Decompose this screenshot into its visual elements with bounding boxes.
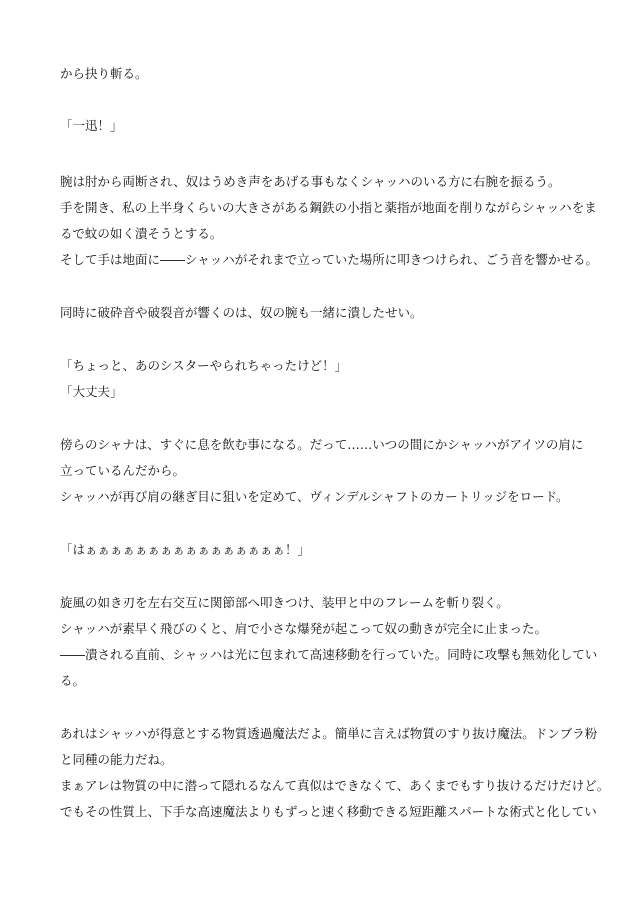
text-line: 腕は肘から両断され、奴はうめき声をあげる事もなくシャッハのいる方に右腕を振るう。	[60, 174, 561, 189]
text-line: まぁアレは物質の中に潜って隠れるなんて真似はできなくて、あくまでもすり抜けるだけだけど。	[60, 778, 610, 793]
text-line: と同種の能力だね。	[60, 752, 173, 767]
text-line: 手を開き、私の上半身くらいの大きさがある鋼鉄の小指と薬指が地面を削りながらシャッハをま	[60, 200, 597, 215]
text-line: 傍らのシャナは、すぐに息を飲む事になる。だって……いつの間にかシャッハがアイツの肩に	[60, 437, 584, 452]
text-line: るで蚊の如く潰そうとする。	[60, 226, 223, 241]
text-line: そして手は地面に――シャッハがそれまで立っていた場所に叩きつけられ、ごう音を響かせる。	[60, 252, 599, 267]
text-line: ――潰される直前、シャッハは光に包まれて高速移動を行っていた。同時に攻撃も無効化してい	[60, 647, 598, 662]
text-line: 同時に破砕音や破裂音が響くのは、奴の腕も一緒に潰したせい。	[60, 305, 423, 320]
dialogue-line: 「一迅！」	[60, 118, 123, 133]
text-line: シャッハが再び肩の継ぎ目に狙いを定めて、ヴィンデルシャフトのカートリッジをロード。	[60, 489, 569, 504]
text-line: 旋風の如き刃を左右交互に関節部へ叩きつけ、装甲と中のフレームを斬り裂く。	[60, 595, 509, 610]
dialogue-line: 「はぁぁぁぁぁぁぁぁぁぁぁぁぁぁぁぁ！」	[60, 542, 311, 557]
text-line: る。	[60, 673, 86, 688]
text-line: でもその性質上、下手な高速魔法よりもずっと速く移動できる短距離スパートな術式と化してい	[60, 804, 597, 819]
text-line: あれはシャッハが得意とする物質透過魔法だよ。簡単に言えば物質のすり抜け魔法。ドンブラ粉	[60, 726, 598, 741]
dialogue-line: 「大丈夫」	[60, 384, 123, 399]
text-line: シャッハが素早く飛びのくと、肩で小さな爆発が起こって奴の動きが完全に止まった。	[60, 621, 548, 636]
text-line: から抉り斬る。	[60, 66, 148, 81]
text-line: 立っているんだから。	[60, 463, 186, 478]
dialogue-line: 「ちょっと、あのシスターやられちゃったけど！」	[60, 358, 348, 373]
